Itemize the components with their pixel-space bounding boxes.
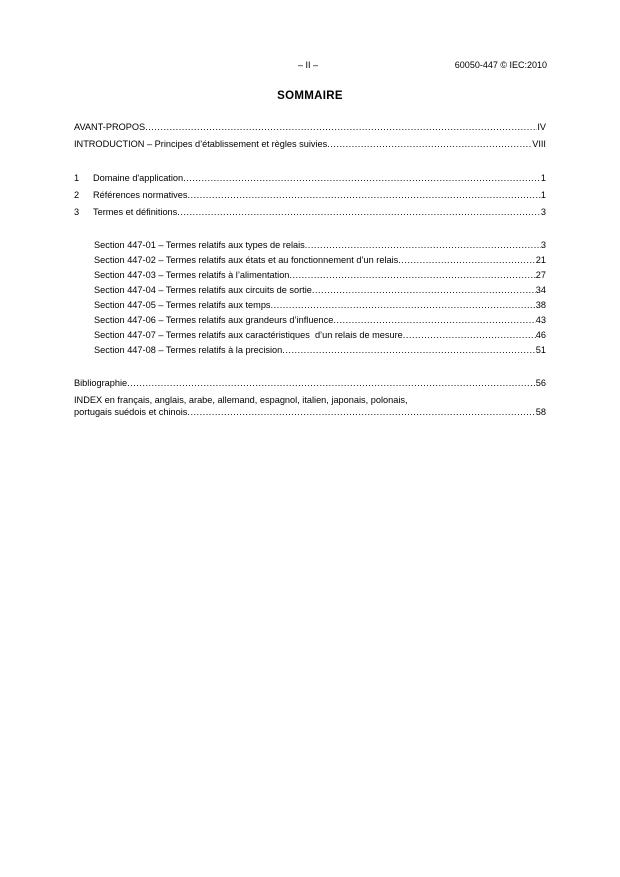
- toc-entry-section-447-07[interactable]: [94, 330, 546, 341]
- leader-dots: [312, 285, 536, 296]
- toc-entry-page: 58: [535, 407, 546, 417]
- toc-entry-label: Section 447-04 – Termes relatifs aux circuits de sortie: [94, 285, 312, 295]
- leader-dots: [187, 190, 540, 201]
- toc-entry-section-447-08[interactable]: [94, 345, 546, 356]
- leader-dots: [305, 240, 541, 251]
- toc-entry-page: 56: [535, 378, 546, 388]
- leader-dots: [282, 345, 535, 356]
- toc-entry-page: 3: [540, 207, 546, 217]
- leader-dots: [289, 270, 535, 281]
- toc-entry-label: Bibliographie: [74, 378, 128, 388]
- document-id: 60050-447 © IEC:2010: [454, 60, 547, 70]
- toc-entry-label: Section 447-01 – Termes relatifs aux types de relais: [94, 240, 305, 250]
- page-number: – II –: [298, 60, 319, 70]
- toc-entry-label: Section 447-02 – Termes relatifs aux états et au fonctionnement d’un relais: [94, 255, 399, 265]
- toc-entry-label: Termes et définitions: [93, 207, 178, 217]
- toc-entry-page: 3: [540, 240, 546, 250]
- toc-entry-number: 1: [74, 173, 80, 183]
- leader-dots: [183, 173, 541, 184]
- toc-entry-label: Domaine d'application: [93, 173, 184, 183]
- toc-entry-label: Section 447-07 – Termes relatifs aux caractéristiques d’un relais de mesure: [94, 330, 403, 340]
- toc-entry-label: Références normatives: [93, 190, 188, 200]
- toc-entry-index-line1[interactable]: INDEX en français, anglais, arabe, allemand, espagnol, italien, japonais, polonais,: [74, 395, 408, 405]
- toc-entry-page: 46: [535, 330, 546, 340]
- leader-dots: [333, 315, 535, 326]
- toc-entry-label: AVANT-PROPOS: [74, 122, 146, 132]
- toc-entry-label: portugais suédois et chinois: [74, 407, 188, 417]
- toc-entry-avant-propos[interactable]: [74, 122, 546, 133]
- toc-entry-page: 1: [540, 173, 546, 183]
- toc-entry-page: 1: [540, 190, 546, 200]
- leader-dots: [327, 139, 532, 150]
- leader-dots: [187, 407, 535, 418]
- toc-entry-section-447-04[interactable]: [94, 285, 546, 296]
- toc-entry-label: Section 447-08 – Termes relatifs à la precision: [94, 345, 283, 355]
- toc-entry-section-447-05[interactable]: [94, 300, 546, 311]
- toc-entry-page: 27: [535, 270, 546, 280]
- toc-entry-section-447-01[interactable]: [94, 240, 546, 251]
- toc-entry-page: 43: [535, 315, 546, 325]
- page-header: [0, 60, 620, 74]
- toc-entry-page: VIII: [532, 139, 546, 149]
- leader-dots: [145, 122, 537, 133]
- toc-entry-clause-2[interactable]: [74, 190, 546, 201]
- toc-entry-section-447-06[interactable]: [94, 315, 546, 326]
- leader-dots: [177, 207, 541, 218]
- page-title: SOMMAIRE: [277, 90, 343, 102]
- toc-entry-label: Section 447-05 – Termes relatifs aux temps: [94, 300, 271, 310]
- toc-entry-section-447-03[interactable]: [94, 270, 546, 281]
- leader-dots: [403, 330, 536, 341]
- toc-entry-number: 2: [74, 190, 80, 200]
- leader-dots: [398, 255, 536, 266]
- toc-entry-bibliographie[interactable]: [74, 378, 546, 389]
- toc-entry-label: INTRODUCTION – Principes d’établissement et règles suivies: [74, 139, 328, 149]
- toc-entry-clause-3[interactable]: [74, 207, 546, 218]
- toc-entry-section-447-02[interactable]: [94, 255, 546, 266]
- toc-entry-introduction[interactable]: [74, 139, 546, 150]
- toc-entry-clause-1[interactable]: [74, 173, 546, 184]
- toc-entry-page: IV: [537, 122, 546, 132]
- toc-entry-number: 3: [74, 207, 80, 217]
- toc-entry-page: 34: [535, 285, 546, 295]
- toc-entry-label: Section 447-03 – Termes relatifs à l’alimentation: [94, 270, 290, 280]
- leader-dots: [271, 300, 536, 311]
- toc-entry-page: 21: [535, 255, 546, 265]
- toc-entry-label: Section 447-06 – Termes relatifs aux grandeurs d’influence: [94, 315, 334, 325]
- toc-entry-page: 38: [535, 300, 546, 310]
- toc-entry-index[interactable]: [74, 407, 546, 418]
- leader-dots: [127, 378, 536, 389]
- toc-entry-page: 51: [535, 345, 546, 355]
